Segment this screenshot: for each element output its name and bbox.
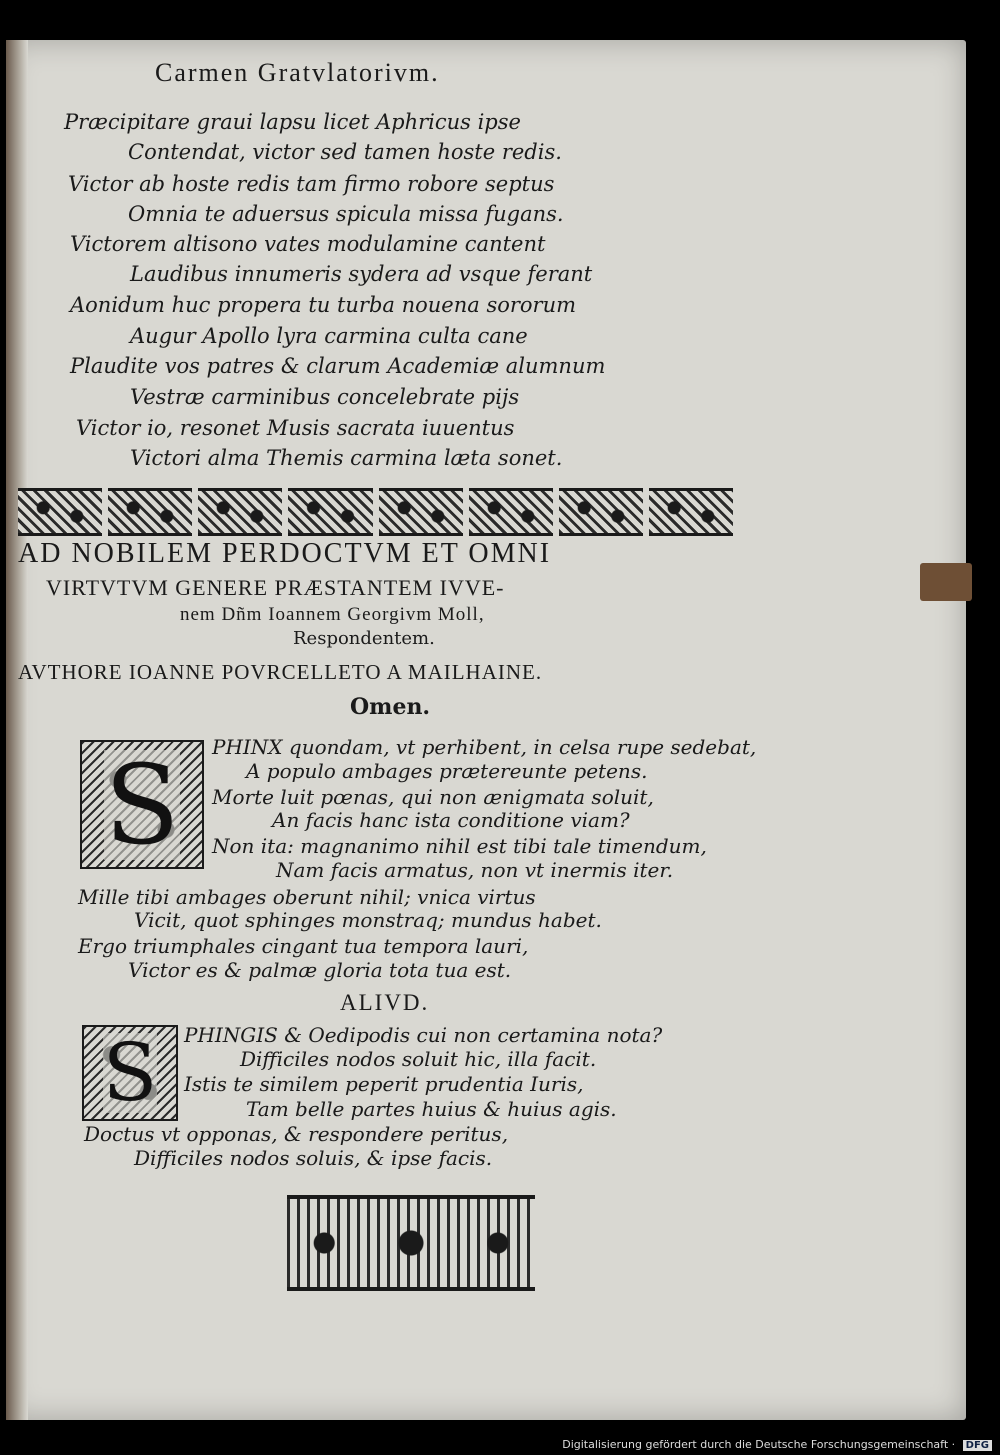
- dedication-line: AD NOBILEM PERDOCTVM ET OMNI: [18, 538, 552, 569]
- aliud-poem-line: Istis te similem peperit prudentia Iuris,: [184, 1072, 584, 1096]
- dedication-line: VIRTVTVM GENERE PRÆSTANTEM IVVE-: [46, 575, 505, 600]
- omen-poem-line: Morte luit pœnas, qui non ænigmata soluit,: [212, 785, 654, 809]
- author-line: AVTHORE IOANNE POVRCELLETO A MAILHAINE.: [18, 660, 543, 684]
- omen-poem-line: Non ita: magnanimo nihil est tibi tale timendum,: [212, 834, 707, 858]
- poem1-line: Laudibus innumeris sydera ad vsque ferant: [130, 262, 593, 286]
- poem1-line: Victorem altisono vates modulamine cantent: [70, 232, 546, 256]
- ornament-block: [379, 488, 463, 536]
- ornament-block: [559, 488, 643, 536]
- omen-title: Omen.: [350, 694, 431, 720]
- dedication-line: Respondentem.: [293, 628, 435, 649]
- poem1-line: Contendat, victor sed tamen hoste redis.: [128, 140, 562, 164]
- initial-letter: S: [102, 1026, 158, 1119]
- omen-poem-line: Victor es & palmæ gloria tota tua est.: [128, 958, 512, 982]
- page-binding-shadow: [6, 40, 28, 1420]
- poem1-line: Plaudite vos patres & clarum Academiæ alumnum: [70, 354, 606, 378]
- omen-poem-line: Nam facis armatus, non vt inermis iter.: [276, 858, 674, 882]
- poem1-line: Victori alma Themis carmina læta sonet.: [130, 446, 563, 470]
- omen-poem-line: PHINX quondam, vt perhibent, in celsa rupe sedebat,: [212, 735, 757, 759]
- decorated-initial-omen: [80, 740, 204, 869]
- aliud-poem-line: Tam belle partes huius & huius agis.: [246, 1097, 617, 1121]
- ornament-block: [198, 488, 282, 536]
- ornamental-band: [18, 488, 733, 536]
- footer-text: Digitalisierung gefördert durch die Deutsche Forschungsgemeinschaft ·: [562, 1438, 956, 1451]
- omen-poem-line: Ergo triumphales cingant tua tempora lauri,: [78, 934, 529, 958]
- poem1-line: Omnia te aduersus spicula missa fugans.: [128, 202, 564, 226]
- ornamental-vignette: [287, 1195, 535, 1291]
- dedication-line: nem Dñm Ioannem Georgivm Moll,: [180, 604, 485, 625]
- aliud-title: ALIVD.: [340, 990, 430, 1015]
- poem1-line: Aonidum huc propera tu turba nouena sororum: [70, 293, 577, 317]
- omen-poem-line: A populo ambages prætereunte petens.: [246, 759, 648, 783]
- page-tab-marker: [920, 563, 972, 601]
- digitization-footer: [562, 1438, 992, 1451]
- aliud-poem-line: Difficiles nodos soluis, & ipse facis.: [134, 1146, 493, 1170]
- poem1-line: Victor io, resonet Musis sacrata iuuentus: [76, 416, 515, 440]
- aliud-poem-line: PHINGIS & Oedipodis cui non certamina nota?: [184, 1023, 663, 1047]
- poem1-line: Augur Apollo lyra carmina culta cane: [130, 324, 528, 348]
- aliud-poem-line: Doctus vt opponas, & respondere peritus,: [84, 1122, 509, 1146]
- poem1-line: Vestræ carminibus concelebrate pijs: [130, 385, 520, 409]
- dfg-logo: DFG: [963, 1440, 992, 1451]
- poem1-line: Præcipitare graui lapsu licet Aphricus ipse: [64, 110, 521, 134]
- omen-poem-line: Vicit, quot sphinges monstraq; mundus habet.: [134, 908, 602, 932]
- decorated-initial-aliud: [82, 1025, 178, 1121]
- aliud-poem-line: Difficiles nodos soluit hic, illa facit.: [240, 1047, 597, 1071]
- page-heading: Carmen Gratvlatorivm.: [155, 58, 440, 87]
- ornament-block: [108, 488, 192, 536]
- ornament-block: [469, 488, 553, 536]
- ornament-block: [649, 488, 733, 536]
- omen-poem-line: An facis hanc ista conditione viam?: [272, 808, 630, 832]
- ornament-block: [18, 488, 102, 536]
- poem1-line: Victor ab hoste redis tam firmo robore septus: [68, 172, 555, 196]
- omen-poem-line: Mille tibi ambages oberunt nihil; vnica virtus: [78, 885, 536, 909]
- initial-letter: S: [104, 740, 180, 869]
- ornament-block: [288, 488, 372, 536]
